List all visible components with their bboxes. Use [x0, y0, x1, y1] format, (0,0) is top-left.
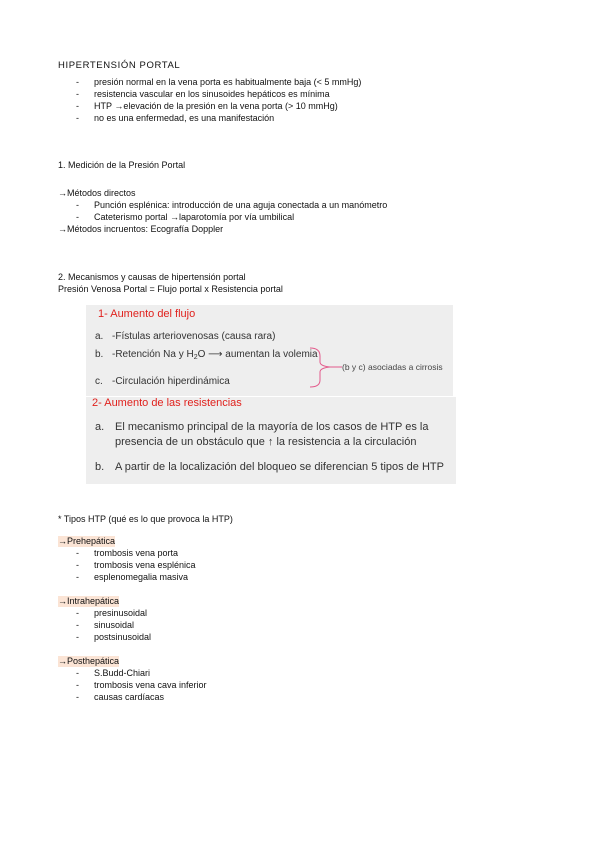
item-letter: a. [95, 421, 105, 433]
brace-note: (b y c) asociadas a cirrosis [342, 362, 443, 372]
item-letter: b. [95, 349, 104, 360]
item-letter: a. [95, 331, 104, 342]
bullet-marker: - [76, 113, 79, 123]
list-item: trombosis vena porta [94, 548, 179, 558]
bullet-marker: - [76, 668, 79, 678]
list-item: sinusoidal [94, 620, 135, 630]
types-heading: * Tipos HTP (qué es lo que provoca la HTP) [58, 514, 233, 524]
list-item: resistencia vascular en los sinusoides hepáticos es mínima [94, 89, 330, 99]
bullet-marker: - [76, 620, 79, 630]
list-item: presinusoidal [94, 608, 148, 618]
list-item: causas cardíacas [94, 692, 165, 702]
bullet-marker: - [76, 608, 79, 618]
group-label-intrahepatic: →Intrahepática [58, 596, 120, 606]
list-item: presión normal en la vena porta es habitualmente baja (< 5 mmHg) [94, 77, 362, 87]
item-letter: b. [95, 461, 105, 473]
bullet-marker: - [76, 680, 79, 690]
formula: Presión Venosa Portal = Flujo portal x Resistencia portal [58, 284, 283, 294]
item-letter: c. [95, 376, 103, 387]
list-item: HTP →elevación de la presión en la vena porta (> 10 mmHg) [94, 101, 338, 111]
resistance-title: 2- Aumento de las resistencias [92, 397, 242, 409]
page-title: HIPERTENSIÓN PORTAL [58, 60, 181, 71]
bullet-marker: - [76, 548, 79, 558]
flow-item: -Circulación hiperdinámica [112, 376, 230, 387]
bullet-marker: - [76, 632, 79, 642]
list-item: S.Budd-Chiari [94, 668, 151, 678]
flow-title: 1- Aumento del flujo [98, 308, 196, 320]
resistance-item-line: A partir de la localización del bloqueo se diferencian 5 tipos de HTP [115, 461, 444, 473]
list-item: Cateterismo portal →laparotomía por vía umbilical [94, 212, 295, 222]
subscript: 2 [193, 354, 198, 361]
group-label-posthepatic: →Posthepática [58, 656, 120, 666]
bullet-marker: - [76, 212, 79, 222]
list-item: no es una enfermedad, es una manifestación [94, 113, 275, 123]
section-heading: 2. Mecanismos y causas de hipertensión portal [58, 272, 246, 282]
resistance-item-line: El mecanismo principal de la mayoría de los casos de HTP es la [115, 421, 429, 433]
bullet-marker: - [76, 101, 79, 111]
list-item: Punción esplénica: introducción de una aguja conectada a un manómetro [94, 200, 388, 210]
bullet-marker: - [76, 692, 79, 702]
resistance-item-line: presencia de un obstáculo que ↑ la resistencia a la circulación [115, 436, 417, 448]
group-label-prehepatic: →Prehepática [58, 536, 116, 546]
brace-icon [308, 346, 344, 390]
bullet-marker: - [76, 572, 79, 582]
flow-item [112, 349, 318, 361]
flow-item-pre: -Retención Na y H [112, 349, 194, 360]
indirect-methods-label: →Métodos incruentos: Ecografía Doppler [58, 224, 224, 234]
section-heading: 1. Medición de la Presión Portal [58, 160, 186, 170]
bullet-marker: - [76, 89, 79, 99]
flow-item: -Fístulas arteriovenosas (causa rara) [112, 331, 276, 342]
direct-methods-label: →Métodos directos [58, 188, 136, 198]
list-item: postsinusoidal [94, 632, 152, 642]
list-item: trombosis vena esplénica [94, 560, 196, 570]
bullet-marker: - [76, 77, 79, 87]
bullet-marker: - [76, 560, 79, 570]
bullet-marker: - [76, 200, 79, 210]
flow-item-post: O ⟶ aumentan la volemia [197, 349, 318, 360]
list-item: esplenomegalia masiva [94, 572, 189, 582]
list-item: trombosis vena cava inferior [94, 680, 207, 690]
